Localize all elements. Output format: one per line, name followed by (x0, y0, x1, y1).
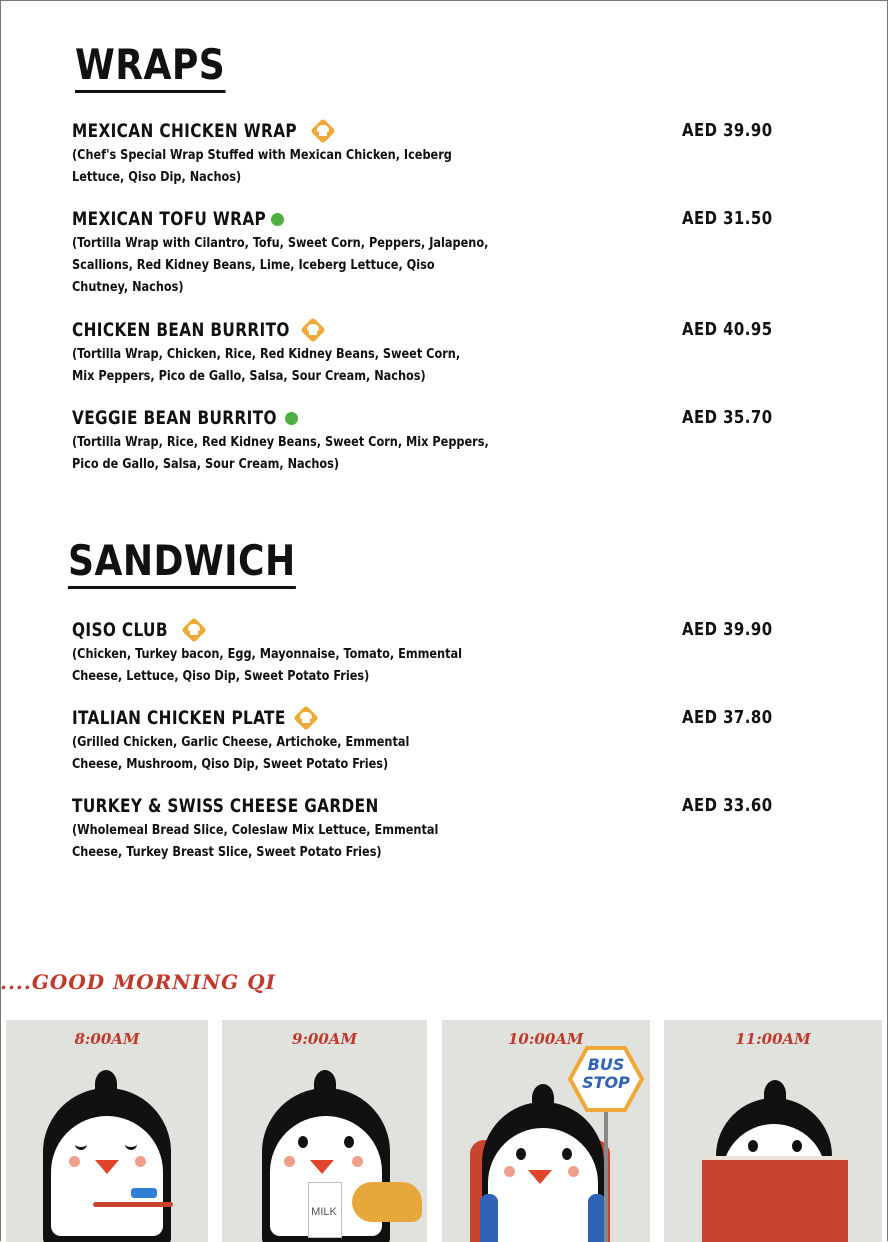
penguin-panel (664, 1020, 882, 1242)
item-description: (Tortilla Wrap, Rice, Red Kidney Beans, Sweet Corn, Mix Peppers, Pico de Gallo, Salsa, Sour Cream, Nachos) (72, 434, 489, 472)
item-name: MEXICAN CHICKEN WRAP (72, 120, 298, 142)
menu-item (72, 317, 792, 387)
item-price: AED 37.80 (682, 707, 773, 728)
item-description: (Tortilla Wrap with Cilantro, Tofu, Sweet Corn, Peppers, Jalapeno, Scallions, Red Kidney Beans, Lime, Iceberg Lettuce, Qiso Chutney, Nachos) (72, 235, 489, 295)
menu-item (72, 793, 792, 863)
penguin-panel (222, 1020, 427, 1242)
bus-stop-text-1: BUS (587, 1055, 625, 1074)
bus-stop-text-2: STOP (582, 1073, 630, 1092)
section-title-sandwich: SANDWICH (68, 538, 296, 589)
item-description: (Chicken, Turkey bacon, Egg, Mayonnaise, Tomato, Emmental Cheese, Lettuce, Qiso Dip, Sweet Potato Fries) (72, 646, 462, 684)
penguin-panel (442, 1020, 650, 1242)
section-title-wraps: WRAPS (75, 42, 225, 93)
item-description: (Tortilla Wrap, Chicken, Rice, Red Kidney Beans, Sweet Corn, Mix Peppers, Pico de Gallo, Salsa, Sour Cream, Nachos) (72, 346, 461, 384)
bus-stop-pole (604, 1110, 608, 1242)
vegetarian-icon (285, 412, 298, 425)
menu-item (72, 405, 792, 475)
item-description: (Wholemeal Bread Slice, Coleslaw Mix Lettuce, Emmental Cheese, Turkey Breast Slice, Sweet Potato Fries) (72, 822, 439, 860)
chef-special-icon (301, 318, 325, 342)
menu-item (72, 617, 792, 687)
item-price: AED 39.90 (682, 120, 773, 141)
book-icon (702, 1156, 848, 1242)
penguin-panel (6, 1020, 208, 1242)
item-price: AED 33.60 (682, 795, 773, 816)
item-price: AED 31.50 (682, 208, 773, 229)
item-name: VEGGIE BEAN BURRITO (72, 407, 277, 429)
panel-time: 10:00AM (508, 1030, 584, 1048)
item-name: TURKEY & SWISS CHEESE GARDEN (72, 795, 379, 817)
good-morning-tagline: ....GOOD MORNING QI (0, 970, 277, 994)
item-price: AED 40.95 (682, 319, 773, 340)
panel-time: 8:00AM (74, 1030, 140, 1048)
menu-item (72, 206, 792, 298)
milk-label: MILK (311, 1206, 337, 1218)
bus-stop-sign (568, 1046, 644, 1112)
item-description: (Grilled Chicken, Garlic Cheese, Artichoke, Emmental Cheese, Mushroom, Qiso Dip, Sweet Potato Fries) (72, 734, 410, 772)
item-name: QISO CLUB (72, 619, 168, 641)
panel-time: 9:00AM (291, 1030, 358, 1048)
chef-special-icon (182, 618, 206, 642)
vegetarian-icon (271, 213, 284, 226)
menu-item (72, 118, 792, 188)
item-price: AED 39.90 (682, 619, 773, 640)
item-name: ITALIAN CHICKEN PLATE (72, 707, 286, 729)
item-name: CHICKEN BEAN BURRITO (72, 319, 290, 341)
item-price: AED 35.70 (682, 407, 773, 428)
item-name: MEXICAN TOFU WRAP (72, 208, 267, 230)
item-description: (Chef's Special Wrap Stuffed with Mexican Chicken, Iceberg Lettuce, Qiso Dip, Nachos) (72, 147, 452, 185)
panel-time: 11:00AM (735, 1030, 811, 1048)
chef-special-icon (294, 706, 318, 730)
menu-item (72, 705, 792, 775)
chef-special-icon (311, 119, 335, 143)
